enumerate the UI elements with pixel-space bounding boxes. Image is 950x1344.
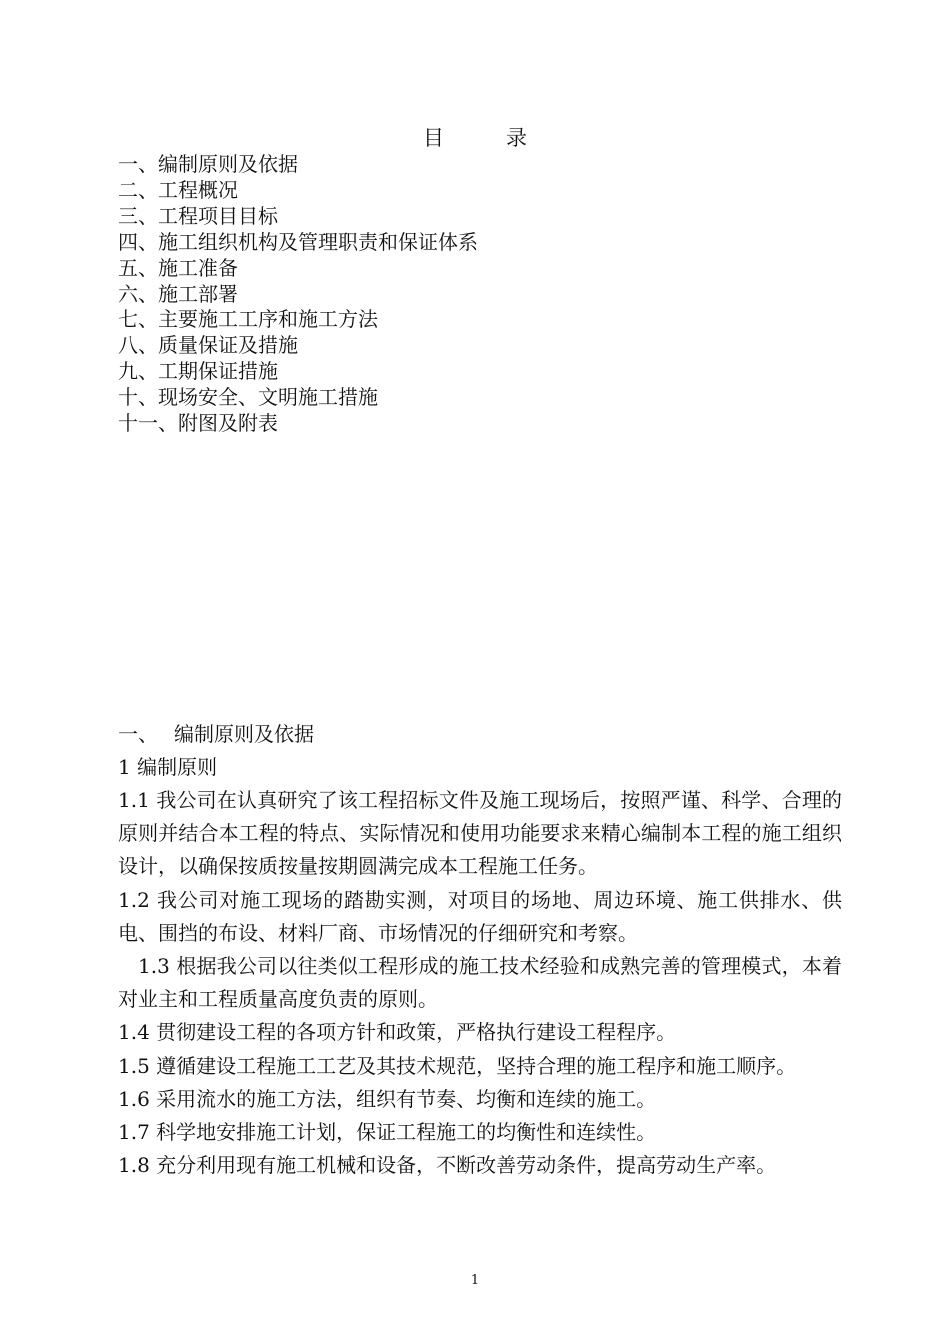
- toc-title-right: 录: [506, 126, 527, 150]
- toc-item: 二、工程概况: [118, 177, 238, 202]
- toc-item: 五、施工准备: [118, 255, 238, 280]
- toc-item: 十一、附图及附表: [118, 411, 278, 436]
- toc-item: 七、主要施工工序和施工方法: [118, 307, 378, 332]
- section-heading-text: 编制原则及依据: [174, 722, 314, 746]
- toc-title: [0, 124, 950, 152]
- paragraph-1-7: 1.7 科学地安排施工计划，保证工程施工的均衡性和连续性。: [118, 1120, 657, 1145]
- toc-item: 三、工程项目目标: [118, 203, 278, 228]
- toc-item: 四、施工组织机构及管理职责和保证体系: [118, 229, 478, 254]
- subsection-heading: 1 编制原则: [118, 755, 218, 779]
- paragraph-1-3: 1.3 根据我公司以往类似工程形成的施工技术经验和成熟完善的管理模式，本着对业主和工程质量高度负责的原则。: [118, 954, 842, 1012]
- toc-item: 九、工期保证措施: [118, 359, 278, 384]
- paragraph-1-6: 1.6 采用流水的施工方法，组织有节奏、均衡和连续的施工。: [118, 1086, 657, 1111]
- section-heading: [118, 718, 842, 751]
- paragraph-1-8: 1.8 充分利用现有施工机械和设备，不断改善劳动条件，提高劳动生产率。: [118, 1153, 777, 1178]
- toc-list: [118, 152, 478, 437]
- paragraph-1-1: 1.1 我公司在认真研究了该工程招标文件及施工现场后，按照严谨、科学、合理的原则并结合本工程的特点、实际情况和使用功能要求来精心编制本工程的施工组织设计，以确保按质按量按期圆满完成本工程施工任务。: [118, 788, 842, 879]
- paragraph-1-2: 1.2 我公司对施工现场的踏勘实测，对项目的场地、周边环境、施工供排水、供电、围挡的布设、材料厂商、市场情况的仔细研究和考察。: [118, 887, 842, 945]
- toc-item: 一、编制原则及依据: [118, 152, 298, 176]
- toc-title-left: 目: [423, 126, 444, 150]
- paragraph-1-5: 1.5 遵循建设工程施工工艺及其技术规范，坚持合理的施工程序和施工顺序。: [118, 1053, 797, 1078]
- page-number: 1: [470, 1273, 480, 1288]
- toc-item: 八、质量保证及措施: [118, 333, 298, 358]
- toc-item: 六、施工部署: [118, 281, 238, 306]
- toc-item: 十、现场安全、文明施工措施: [118, 385, 378, 410]
- section-principles: [118, 718, 842, 1182]
- paragraph-1-4: 1.4 贯彻建设工程的各项方针和政策，严格执行建设工程程序。: [118, 1020, 677, 1045]
- section-heading-number: 一、: [118, 722, 158, 746]
